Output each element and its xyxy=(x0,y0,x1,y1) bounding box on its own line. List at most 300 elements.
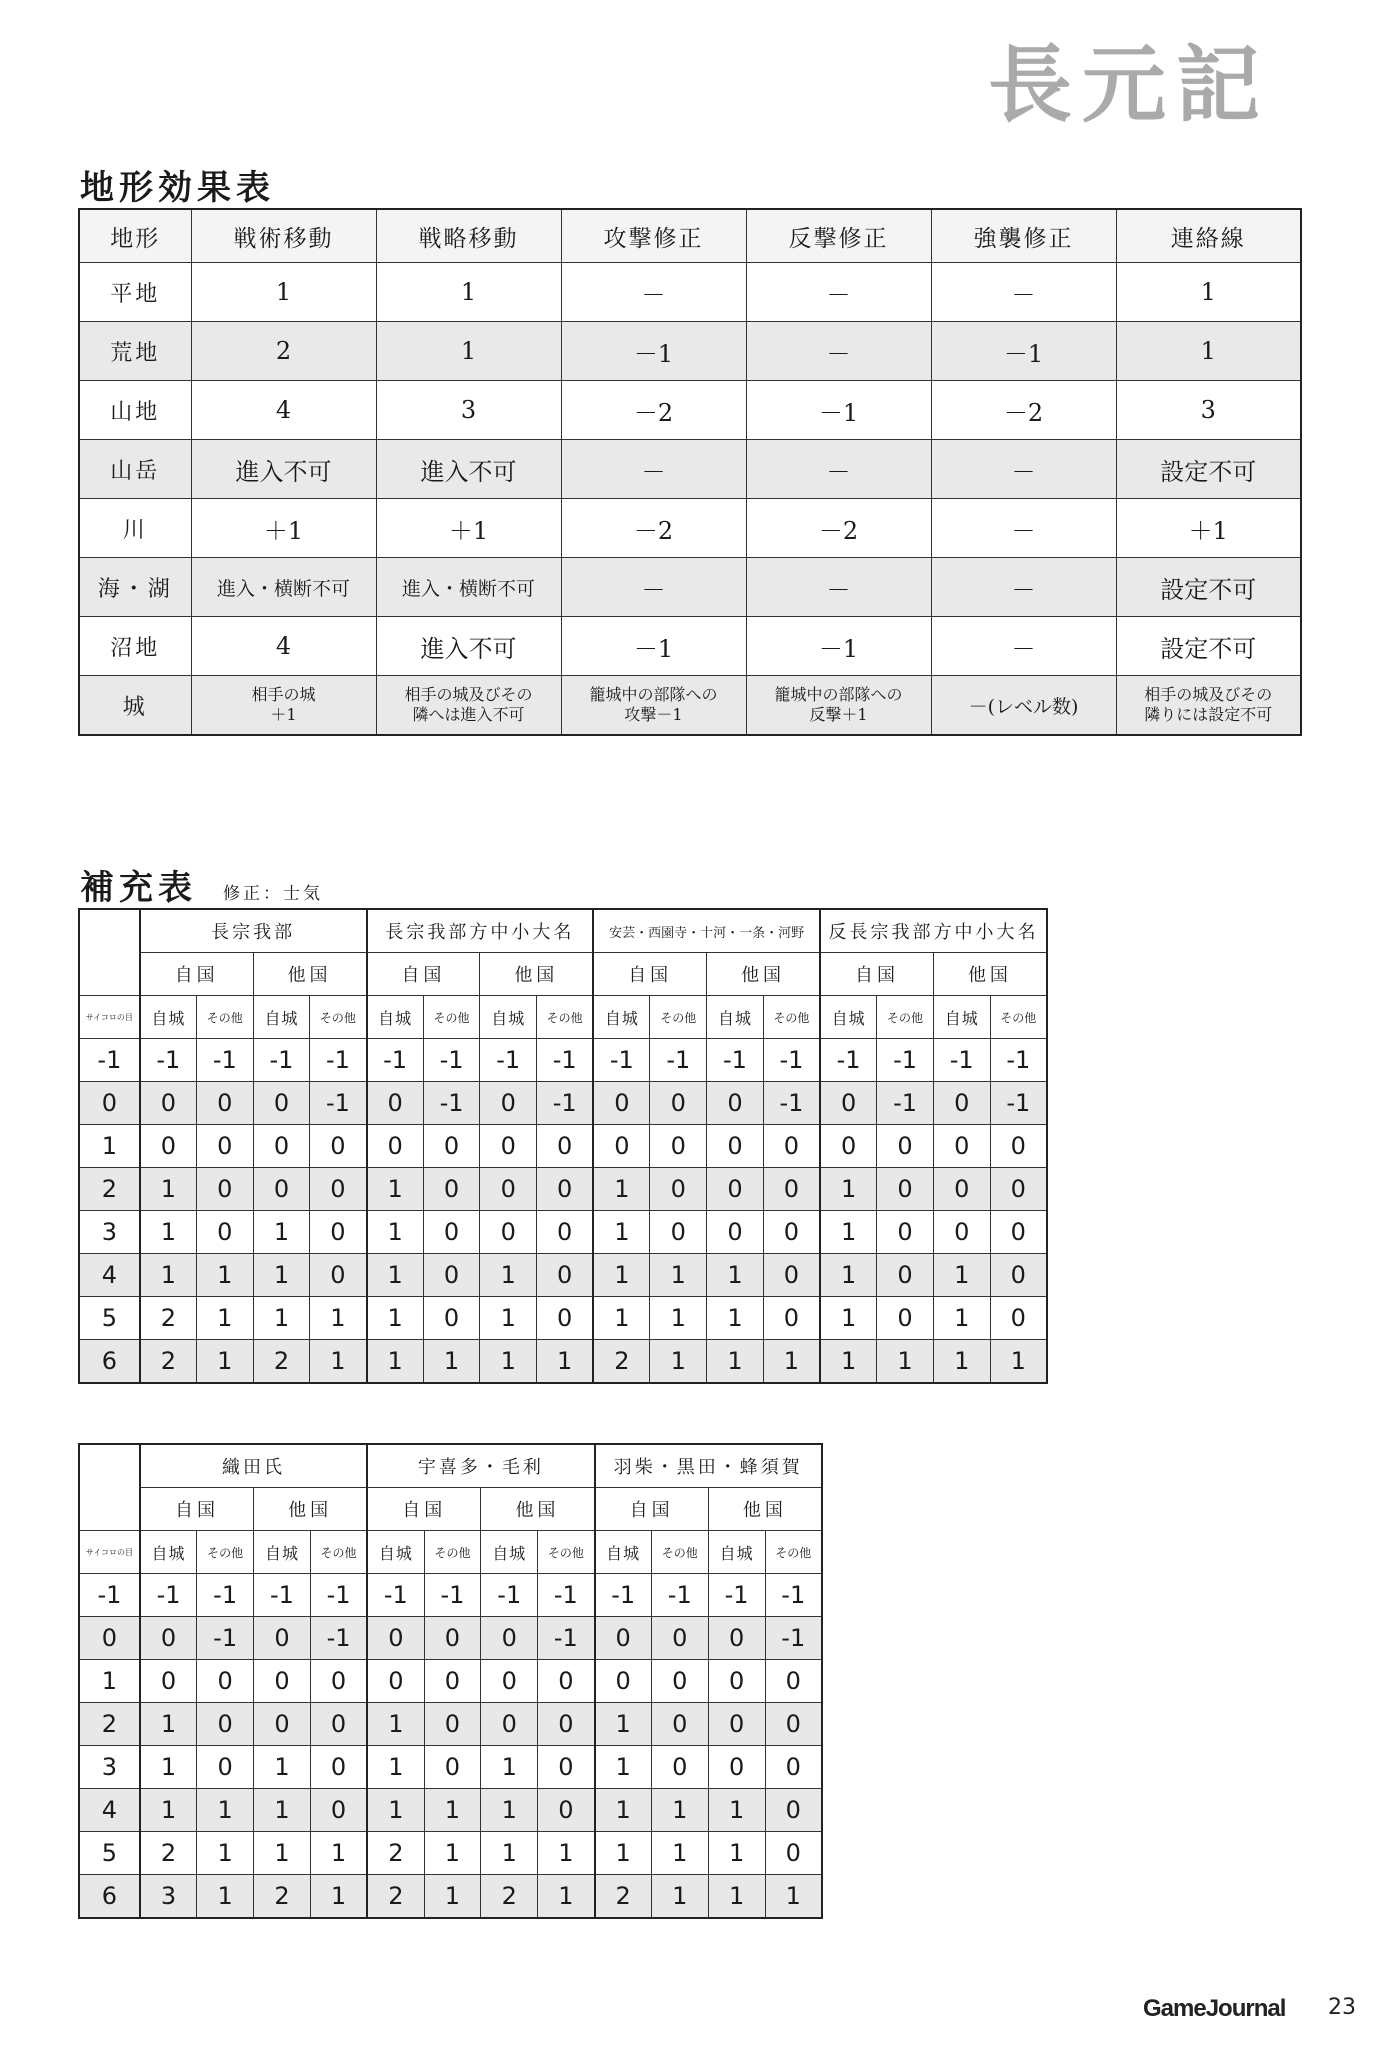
terrain-name-cell: 海・湖 xyxy=(79,558,191,617)
dice-value-cell: 1 xyxy=(79,1125,140,1168)
supply-table-title xyxy=(80,860,323,909)
supply-value-cell: 1 xyxy=(708,1875,765,1919)
supply-table-1 xyxy=(78,908,1048,1384)
supply-group-header: 羽柴・黒田・蜂須賀 xyxy=(595,1444,822,1488)
supply-value-cell: 0 xyxy=(310,1746,367,1789)
dice-value-cell: 1 xyxy=(79,1660,140,1703)
terrain-value-cell: － xyxy=(746,440,931,499)
terrain-value-cell: －1 xyxy=(561,322,746,381)
own-castle-header: 自城 xyxy=(707,996,764,1039)
other-country-header: 他国 xyxy=(933,953,1047,996)
terrain-value-cell: 相手の城及びその 隣へは進入不可 xyxy=(376,676,561,736)
supply-value-cell: 1 xyxy=(424,1832,481,1875)
supply-value-cell: 0 xyxy=(708,1660,765,1703)
supply-value-cell: 0 xyxy=(424,1746,481,1789)
own-castle-header: 自城 xyxy=(140,1531,197,1574)
terrain-value-cell: 2 xyxy=(191,322,376,381)
terrain-value-cell: 3 xyxy=(376,381,561,440)
supply-value-cell: 1 xyxy=(481,1832,538,1875)
supply-value-cell: 1 xyxy=(196,1297,253,1340)
supply-value-cell: 0 xyxy=(537,1125,594,1168)
supply-value-cell: 0 xyxy=(763,1211,820,1254)
own-castle-header: 自城 xyxy=(820,996,877,1039)
terrain-value-cell: － xyxy=(561,263,746,322)
own-country-header: 自国 xyxy=(593,953,706,996)
supply-value-cell: 0 xyxy=(765,1703,822,1746)
supply-value-cell: 0 xyxy=(253,1082,310,1125)
supply-value-cell: 2 xyxy=(254,1875,311,1919)
supply-value-cell: -1 xyxy=(140,1039,197,1082)
supply-value-cell: -1 xyxy=(877,1082,934,1125)
other-header: その他 xyxy=(877,996,934,1039)
supply-table-2 xyxy=(78,1443,823,1919)
supply-value-cell: 0 xyxy=(595,1617,652,1660)
own-castle-header: 自城 xyxy=(708,1531,765,1574)
supply-row xyxy=(79,1746,822,1789)
terrain-value-cell: － xyxy=(746,558,931,617)
supply-value-cell: 0 xyxy=(196,1125,253,1168)
terrain-value-cell: － xyxy=(746,263,931,322)
supply-value-cell: 0 xyxy=(423,1211,480,1254)
supply-value-cell: 0 xyxy=(310,1789,367,1832)
terrain-name-cell: 荒地 xyxy=(79,322,191,381)
supply-value-cell: -1 xyxy=(593,1039,650,1082)
terrain-header-cell: 連絡線 xyxy=(1116,209,1301,263)
supply-value-cell: 1 xyxy=(651,1832,708,1875)
supply-row xyxy=(79,1574,822,1617)
supply-row xyxy=(79,1617,822,1660)
supply-value-cell: 0 xyxy=(990,1168,1047,1211)
terrain-value-cell: 進入・横断不可 xyxy=(191,558,376,617)
supply-value-cell: 2 xyxy=(367,1875,424,1919)
dice-value-cell: 3 xyxy=(79,1211,140,1254)
terrain-header-cell: 攻撃修正 xyxy=(561,209,746,263)
supply-value-cell: -1 xyxy=(765,1574,822,1617)
dice-value-cell: 4 xyxy=(79,1789,140,1832)
supply-value-cell: 0 xyxy=(480,1082,537,1125)
supply-value-cell: -1 xyxy=(765,1617,822,1660)
terrain-value-cell: －1 xyxy=(746,381,931,440)
supply-group-header: 長宗我部 xyxy=(140,909,367,953)
supply-value-cell: 1 xyxy=(650,1340,707,1384)
terrain-name-cell: 川 xyxy=(79,499,191,558)
terrain-value-cell: 4 xyxy=(191,381,376,440)
own-castle-header: 自城 xyxy=(933,996,990,1039)
supply-value-cell: 1 xyxy=(197,1875,254,1919)
dice-value-cell: -1 xyxy=(79,1574,140,1617)
other-country-header: 他国 xyxy=(708,1488,822,1531)
supply-value-cell: 0 xyxy=(538,1789,595,1832)
supply-value-cell: 0 xyxy=(197,1660,254,1703)
own-castle-header: 自城 xyxy=(254,1531,311,1574)
dice-value-cell: 0 xyxy=(79,1617,140,1660)
terrain-header-cell: 戦略移動 xyxy=(376,209,561,263)
dice-roll-header: サイコロの目 xyxy=(79,996,140,1039)
supply-value-cell: 0 xyxy=(933,1168,990,1211)
other-header: その他 xyxy=(423,996,480,1039)
supply-value-cell: 1 xyxy=(990,1340,1047,1384)
supply-value-cell: 0 xyxy=(990,1254,1047,1297)
own-castle-header: 自城 xyxy=(593,996,650,1039)
supply-value-cell: 0 xyxy=(254,1660,311,1703)
terrain-row xyxy=(79,499,1301,558)
supply-value-cell: 1 xyxy=(196,1340,253,1384)
supply-row xyxy=(79,1254,1047,1297)
supply-value-cell: 0 xyxy=(310,1211,367,1254)
terrain-value-cell: 進入不可 xyxy=(191,440,376,499)
supply-value-cell: 0 xyxy=(651,1746,708,1789)
terrain-table-title: 地形効果表 xyxy=(80,168,275,208)
supply-value-cell: 2 xyxy=(593,1340,650,1384)
supply-row xyxy=(79,1211,1047,1254)
supply-value-cell: 0 xyxy=(877,1297,934,1340)
supply-value-cell: -1 xyxy=(595,1574,652,1617)
supply-value-cell: -1 xyxy=(140,1574,197,1617)
supply-value-cell: 0 xyxy=(254,1617,311,1660)
supply-value-cell: 0 xyxy=(310,1660,367,1703)
supply-value-cell: 1 xyxy=(765,1875,822,1919)
supply-value-cell: 0 xyxy=(253,1168,310,1211)
supply-leaf-row xyxy=(79,996,1047,1039)
supply-value-cell: 1 xyxy=(253,1254,310,1297)
supply-value-cell: 0 xyxy=(197,1746,254,1789)
supply-value-cell: 0 xyxy=(651,1660,708,1703)
supply-value-cell: -1 xyxy=(197,1617,254,1660)
supply-row xyxy=(79,1340,1047,1384)
supply-value-cell: -1 xyxy=(197,1574,254,1617)
other-country-header: 他国 xyxy=(254,1488,368,1531)
dice-value-cell: 6 xyxy=(79,1340,140,1384)
supply-value-cell: 1 xyxy=(196,1254,253,1297)
supply-value-cell: 0 xyxy=(423,1125,480,1168)
supply-value-cell: 0 xyxy=(140,1082,197,1125)
supply-value-cell: 1 xyxy=(650,1254,707,1297)
terrain-value-cell: －(レベル数) xyxy=(931,676,1116,736)
supply-value-cell: 1 xyxy=(140,1703,197,1746)
supply-value-cell: 2 xyxy=(367,1832,424,1875)
supply-value-cell: -1 xyxy=(763,1039,820,1082)
supply-value-cell: 0 xyxy=(480,1168,537,1211)
supply-value-cell: 0 xyxy=(593,1125,650,1168)
supply-value-cell: 1 xyxy=(140,1211,197,1254)
supply-value-cell: 0 xyxy=(367,1660,424,1703)
supply-group-row xyxy=(79,909,1047,953)
supply-value-cell: 0 xyxy=(765,1746,822,1789)
supply-value-cell: 1 xyxy=(253,1297,310,1340)
supply-value-cell: 0 xyxy=(423,1168,480,1211)
supply-value-cell: 1 xyxy=(820,1340,877,1384)
supply-value-cell: 0 xyxy=(367,1125,424,1168)
supply-value-cell: 1 xyxy=(595,1789,652,1832)
dice-value-cell: 5 xyxy=(79,1832,140,1875)
supply-value-cell: 0 xyxy=(538,1660,595,1703)
supply-value-cell: 1 xyxy=(140,1746,197,1789)
terrain-row xyxy=(79,381,1301,440)
supply-value-cell: -1 xyxy=(480,1039,537,1082)
other-header: その他 xyxy=(538,1531,595,1574)
supply-value-cell: 1 xyxy=(367,1340,424,1384)
supply-value-cell: 1 xyxy=(140,1254,197,1297)
terrain-value-cell: 設定不可 xyxy=(1116,558,1301,617)
supply-value-cell: 0 xyxy=(820,1125,877,1168)
terrain-value-cell: 1 xyxy=(376,322,561,381)
supply-value-cell: 0 xyxy=(537,1297,594,1340)
supply-value-cell: 0 xyxy=(424,1703,481,1746)
terrain-row xyxy=(79,558,1301,617)
supply-value-cell: 1 xyxy=(820,1211,877,1254)
supply-row xyxy=(79,1297,1047,1340)
supply-value-cell: 0 xyxy=(707,1168,764,1211)
supply-value-cell: 0 xyxy=(538,1746,595,1789)
supply-value-cell: 2 xyxy=(253,1340,310,1384)
own-castle-header: 自城 xyxy=(480,996,537,1039)
supply-value-cell: 1 xyxy=(310,1297,367,1340)
page-title: 長元記 xyxy=(987,36,1270,134)
supply-value-cell: 1 xyxy=(367,1789,424,1832)
supply-value-cell: 0 xyxy=(707,1082,764,1125)
supply-value-cell: -1 xyxy=(650,1039,707,1082)
terrain-row xyxy=(79,676,1301,736)
supply-value-cell: 0 xyxy=(707,1125,764,1168)
supply-value-cell: -1 xyxy=(310,1039,367,1082)
supply-value-cell: -1 xyxy=(423,1039,480,1082)
own-country-header: 自国 xyxy=(140,953,253,996)
supply-value-cell: 1 xyxy=(820,1297,877,1340)
supply-value-cell: 1 xyxy=(595,1703,652,1746)
other-header: その他 xyxy=(310,996,367,1039)
page-number: 23 xyxy=(1328,1995,1356,2020)
own-country-header: 自国 xyxy=(367,953,480,996)
supply-value-cell: 1 xyxy=(595,1746,652,1789)
terrain-name-cell: 沼地 xyxy=(79,617,191,676)
other-header: その他 xyxy=(765,1531,822,1574)
terrain-value-cell: 1 xyxy=(376,263,561,322)
terrain-value-cell: － xyxy=(931,263,1116,322)
terrain-value-cell: － xyxy=(561,440,746,499)
terrain-value-cell: －1 xyxy=(746,617,931,676)
supply-value-cell: 0 xyxy=(651,1703,708,1746)
supply-value-cell: 0 xyxy=(367,1617,424,1660)
terrain-value-cell: ＋1 xyxy=(191,499,376,558)
terrain-value-cell: 籠城中の部隊への 反撃＋1 xyxy=(746,676,931,736)
other-header: その他 xyxy=(651,1531,708,1574)
supply-value-cell: 1 xyxy=(367,1211,424,1254)
supply-value-cell: -1 xyxy=(933,1039,990,1082)
supply-value-cell: 0 xyxy=(367,1082,424,1125)
supply-corner-cell xyxy=(79,1444,140,1531)
terrain-value-cell: 相手の城 ＋1 xyxy=(191,676,376,736)
supply-value-cell: 0 xyxy=(877,1254,934,1297)
supply-value-cell: 1 xyxy=(595,1832,652,1875)
other-header: その他 xyxy=(424,1531,481,1574)
supply-value-cell: 3 xyxy=(140,1875,197,1919)
supply-value-cell: 0 xyxy=(537,1254,594,1297)
terrain-value-cell: 3 xyxy=(1116,381,1301,440)
terrain-value-cell: － xyxy=(931,558,1116,617)
supply-group-header: 長宗我部方中小大名 xyxy=(367,909,594,953)
supply-value-cell: 0 xyxy=(877,1125,934,1168)
supply-value-cell: 1 xyxy=(651,1875,708,1919)
supply-value-cell: 1 xyxy=(537,1340,594,1384)
supply-value-cell: 1 xyxy=(707,1340,764,1384)
supply-row xyxy=(79,1789,822,1832)
terrain-name-cell: 城 xyxy=(79,676,191,736)
own-country-header: 自国 xyxy=(367,1488,481,1531)
supply-value-cell: -1 xyxy=(820,1039,877,1082)
supply-value-cell: 0 xyxy=(708,1746,765,1789)
supply-value-cell: 0 xyxy=(765,1660,822,1703)
supply-value-cell: 1 xyxy=(423,1340,480,1384)
supply-value-cell: 1 xyxy=(367,1254,424,1297)
supply-value-cell: 0 xyxy=(140,1617,197,1660)
supply-value-cell: 1 xyxy=(820,1254,877,1297)
dice-value-cell: 4 xyxy=(79,1254,140,1297)
supply-value-cell: 0 xyxy=(481,1660,538,1703)
supply-value-cell: 0 xyxy=(196,1168,253,1211)
terrain-value-cell: －2 xyxy=(746,499,931,558)
supply-value-cell: 1 xyxy=(933,1340,990,1384)
supply-value-cell: -1 xyxy=(763,1082,820,1125)
other-header: その他 xyxy=(310,1531,367,1574)
supply-value-cell: 0 xyxy=(707,1211,764,1254)
terrain-value-cell: 進入・横断不可 xyxy=(376,558,561,617)
own-country-header: 自国 xyxy=(140,1488,254,1531)
supply-value-cell: 0 xyxy=(650,1082,707,1125)
other-header: その他 xyxy=(763,996,820,1039)
terrain-value-cell: 進入不可 xyxy=(376,617,561,676)
supply-value-cell: 0 xyxy=(990,1125,1047,1168)
supply-row xyxy=(79,1660,822,1703)
supply-value-cell: 0 xyxy=(480,1211,537,1254)
supply-value-cell: 1 xyxy=(593,1297,650,1340)
supply-value-cell: 1 xyxy=(651,1789,708,1832)
own-country-header: 自国 xyxy=(595,1488,709,1531)
supply-value-cell: 1 xyxy=(933,1297,990,1340)
supply-value-cell: -1 xyxy=(310,1082,367,1125)
supply-value-cell: 0 xyxy=(140,1660,197,1703)
supply-row xyxy=(79,1168,1047,1211)
supply-row xyxy=(79,1875,822,1919)
terrain-effects-table xyxy=(78,208,1302,736)
supply-value-cell: 0 xyxy=(765,1789,822,1832)
own-castle-header: 自城 xyxy=(253,996,310,1039)
own-country-header: 自国 xyxy=(820,953,933,996)
terrain-value-cell: 籠城中の部隊への 攻撃－1 xyxy=(561,676,746,736)
supply-value-cell: 1 xyxy=(367,1297,424,1340)
supply-value-cell: 2 xyxy=(140,1297,197,1340)
terrain-row xyxy=(79,322,1301,381)
other-header: その他 xyxy=(197,1531,254,1574)
own-castle-header: 自城 xyxy=(140,996,197,1039)
supply-value-cell: 1 xyxy=(481,1746,538,1789)
supply-value-cell: -1 xyxy=(707,1039,764,1082)
dice-value-cell: 2 xyxy=(79,1168,140,1211)
supply-value-cell: 0 xyxy=(651,1617,708,1660)
supply-value-cell: 2 xyxy=(140,1832,197,1875)
supply-value-cell: 1 xyxy=(197,1832,254,1875)
supply-value-cell: 0 xyxy=(763,1125,820,1168)
supply-value-cell: 2 xyxy=(140,1340,197,1384)
terrain-value-cell: － xyxy=(746,322,931,381)
other-header: その他 xyxy=(537,996,594,1039)
supply-value-cell: 1 xyxy=(933,1254,990,1297)
own-castle-header: 自城 xyxy=(595,1531,652,1574)
supply-value-cell: 1 xyxy=(197,1789,254,1832)
terrain-header-cell: 強襲修正 xyxy=(931,209,1116,263)
other-country-header: 他国 xyxy=(707,953,820,996)
footer-brand: GameJournal xyxy=(1143,1995,1286,2022)
supply-value-cell: 0 xyxy=(877,1211,934,1254)
supply-value-cell: 1 xyxy=(707,1254,764,1297)
supply-country-row xyxy=(79,953,1047,996)
terrain-value-cell: 1 xyxy=(1116,263,1301,322)
supply-value-cell: 0 xyxy=(423,1297,480,1340)
terrain-value-cell: 1 xyxy=(191,263,376,322)
supply-value-cell: 1 xyxy=(707,1297,764,1340)
supply-value-cell: 1 xyxy=(480,1254,537,1297)
other-country-header: 他国 xyxy=(481,1488,595,1531)
supply-row xyxy=(79,1125,1047,1168)
supply-value-cell: 0 xyxy=(990,1297,1047,1340)
supply-value-cell: 0 xyxy=(650,1125,707,1168)
supply-value-cell: 0 xyxy=(480,1125,537,1168)
supply-value-cell: 0 xyxy=(538,1703,595,1746)
supply-value-cell: 0 xyxy=(763,1168,820,1211)
terrain-row xyxy=(79,617,1301,676)
supply-value-cell: 0 xyxy=(254,1703,311,1746)
supply-value-cell: -1 xyxy=(423,1082,480,1125)
terrain-value-cell: －2 xyxy=(931,381,1116,440)
supply-value-cell: 2 xyxy=(481,1875,538,1919)
own-castle-header: 自城 xyxy=(367,996,424,1039)
dice-value-cell: -1 xyxy=(79,1039,140,1082)
supply-row xyxy=(79,1039,1047,1082)
supply-value-cell: 0 xyxy=(537,1211,594,1254)
supply-value-cell: -1 xyxy=(367,1574,424,1617)
terrain-name-cell: 平地 xyxy=(79,263,191,322)
supply-value-cell: -1 xyxy=(990,1082,1047,1125)
supply-value-cell: 1 xyxy=(820,1168,877,1211)
supply-value-cell: 0 xyxy=(708,1703,765,1746)
dice-value-cell: 0 xyxy=(79,1082,140,1125)
supply-value-cell: 0 xyxy=(310,1125,367,1168)
dice-roll-header: サイコロの目 xyxy=(79,1531,140,1574)
supply-value-cell: 0 xyxy=(196,1211,253,1254)
supply-value-cell: -1 xyxy=(537,1082,594,1125)
supply-value-cell: 1 xyxy=(310,1340,367,1384)
other-header: その他 xyxy=(990,996,1047,1039)
terrain-value-cell: － xyxy=(561,558,746,617)
supply-value-cell: 1 xyxy=(253,1211,310,1254)
supply-value-cell: 1 xyxy=(367,1746,424,1789)
supply-value-cell: -1 xyxy=(538,1617,595,1660)
supply-value-cell: -1 xyxy=(310,1617,367,1660)
terrain-row xyxy=(79,263,1301,322)
supply-value-cell: 1 xyxy=(593,1211,650,1254)
supply-value-cell: 0 xyxy=(650,1168,707,1211)
supply-value-cell: -1 xyxy=(310,1574,367,1617)
supply-value-cell: 1 xyxy=(424,1789,481,1832)
supply-value-cell: 0 xyxy=(310,1254,367,1297)
supply-value-cell: 0 xyxy=(595,1660,652,1703)
supply-value-cell: 1 xyxy=(140,1168,197,1211)
supply-value-cell: 0 xyxy=(197,1703,254,1746)
supply-value-cell: 1 xyxy=(593,1168,650,1211)
supply-value-cell: -1 xyxy=(253,1039,310,1082)
supply-value-cell: 0 xyxy=(650,1211,707,1254)
supply-value-cell: 1 xyxy=(481,1789,538,1832)
dice-value-cell: 2 xyxy=(79,1703,140,1746)
